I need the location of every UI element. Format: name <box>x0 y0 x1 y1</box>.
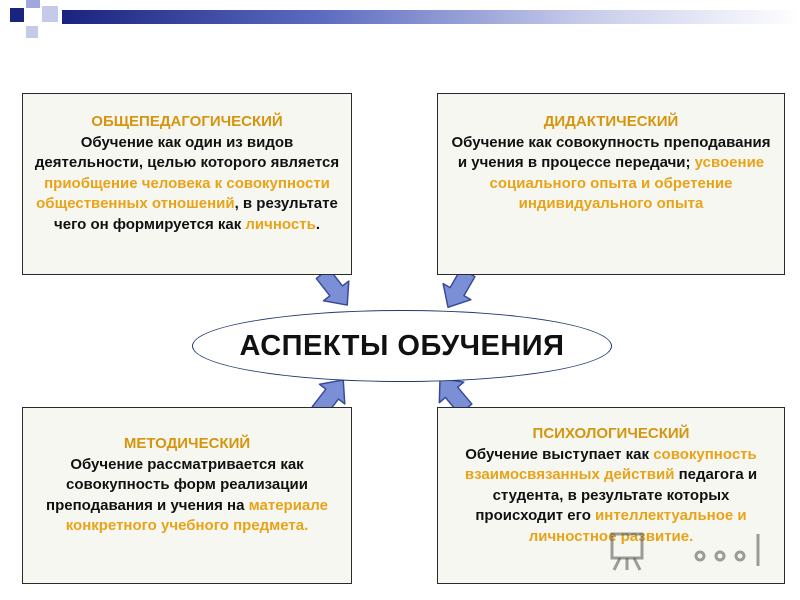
box-heading: МЕТОДИЧЕСКИЙ <box>123 435 251 452</box>
body-text: педагога и студента, в результате которых происходит его <box>475 466 758 524</box>
box-body <box>33 133 341 236</box>
box-heading: ПСИХОЛОГИЧЕСКИЙ <box>532 425 690 442</box>
body-text: , в результате чего он формируется как <box>54 195 338 233</box>
box-body <box>33 455 341 537</box>
slideshow-watermark-icon <box>608 528 768 582</box>
box-heading: ОБЩЕПЕДАГОГИЧЕСКИЙ <box>91 113 283 130</box>
body-text: Обучение рассматривается как совокупность форм реализации преподавания и учения на <box>46 455 308 514</box>
aspect-box-methodical <box>22 407 352 584</box>
box-heading: ДИДАКТИЧЕСКИЙ <box>543 113 679 130</box>
aspect-box-general-pedagogical <box>22 93 352 275</box>
highlighted-text: совокупность взаимосвязанных действий <box>464 445 757 483</box>
aspect-box-didactic <box>437 93 785 275</box>
body-text: Обучение выступает как <box>465 445 654 463</box>
body-text: . <box>315 215 320 233</box>
highlighted-text: интеллектуальное и личностное развитие. <box>528 507 747 545</box>
central-topic-title: АСПЕКТЫ ОБУЧЕНИЯ <box>239 329 565 362</box>
central-topic-ellipse <box>192 310 612 382</box>
box-body <box>448 133 774 215</box>
highlighted-text: усвоение социального опыта и обретение индивидуального опыта <box>489 154 765 212</box>
highlighted-text: материале конкретного учебного предмета. <box>65 496 328 534</box>
body-text: Обучение как совокупность преподавания и учения в процессе передачи; <box>451 133 771 171</box>
body-text: Обучение как один из видов деятельности, целью которого является <box>34 133 340 171</box>
highlighted-text: личность <box>245 215 316 233</box>
highlighted-text: приобщение человека к совокупности общественных отношений <box>36 174 330 212</box>
